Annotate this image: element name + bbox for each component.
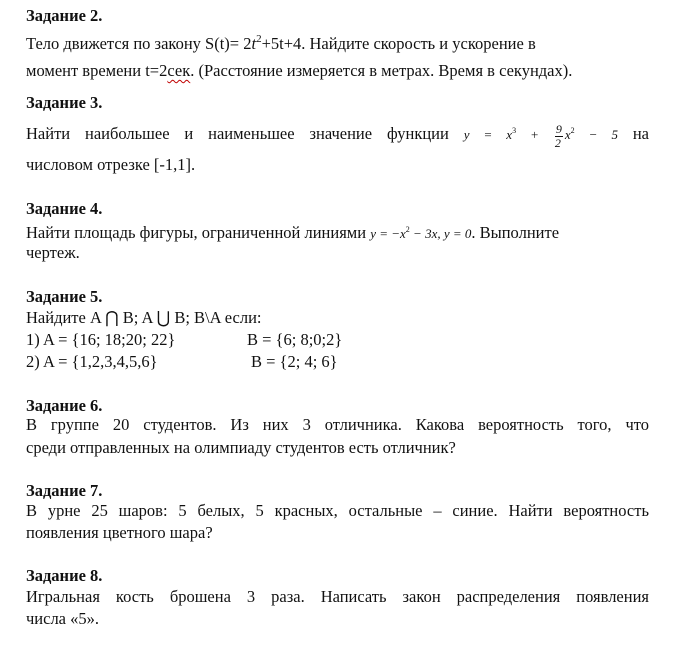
task-5-row-2: 2) A = {1,2,3,4,5,6} B = {2; 4; 6} (26, 352, 338, 371)
task-2-title: Задание 2. (26, 6, 103, 25)
task-8-line-2: числа «5». (26, 609, 100, 628)
task-6-line-2: среди отправленных на олимпиаду студентов есть отличник? (26, 438, 456, 457)
task-4-formula: $y = -x^2 - 3x$, y = 0 (370, 225, 472, 241)
task-5-title: Задание 5. (26, 287, 103, 306)
spellcheck-underlined-word: сек (167, 61, 191, 80)
task-3-formula: $y = x^3$ + $\frac{9}{2}$ $x^2 - 5$ (463, 121, 618, 150)
task-5-row-1: 1) A = {16; 18;20; 22} B = {6; 8;0;2} (26, 330, 343, 349)
task-4-line-1: Найти площадь фигуры, ограниченной линиями $y = -x^2 - 3x$, y = 0. Выполните (26, 223, 560, 242)
task-4-line-2: чертеж. (26, 243, 80, 262)
task-7-line-1: В урне 25 шаров: 5 белых, 5 красных, остальные – синие. Найти вероятность (26, 501, 649, 520)
task-6-title: Задание 6. (26, 396, 103, 415)
task-3-line-1: Найти наибольшее и наименьшее значение функции $y = x^3$ + $\frac{9}{2}$ $x^2 - 5$ на (26, 121, 649, 150)
task-6-line-1: В группе 20 студентов. Из них 3 отличника. Какова вероятность того, что (26, 415, 649, 434)
task-2-line-2: момент времени t=2сек. (Расстояние измеряется в метрах. Время в секундах). (26, 61, 573, 80)
task-5-line-1: Найдите A ⋂ B; A ⋃ B; B\A если: (26, 308, 262, 327)
task-3-line-2: числовом отрезке [-1,1]. (26, 155, 196, 174)
task-8-line-1: Игральная кость брошена 3 раза. Написать закон распределения появления (26, 587, 649, 606)
task-7-line-2: появления цветного шара? (26, 523, 213, 542)
task-2-line-1: Тело движется по закону $S(t)= 2t^2+5t+4$. Найдите скорость и ускорение в (26, 33, 536, 53)
fraction: $\frac{9}{2}$ (554, 121, 562, 150)
task-3-title: Задание 3. (26, 93, 103, 112)
task-7-title: Задание 7. (26, 481, 103, 500)
task-8-title: Задание 8. (26, 566, 103, 585)
task-4-title: Задание 4. (26, 199, 103, 218)
